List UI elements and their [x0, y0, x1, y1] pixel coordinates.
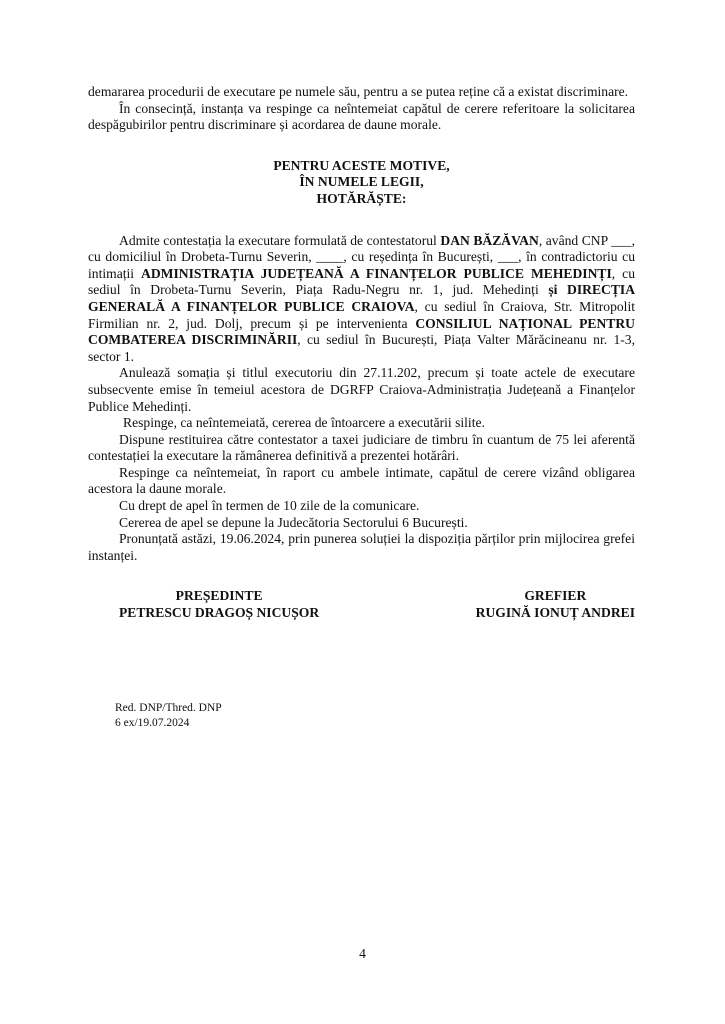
president-name: PETRESCU DRAGOȘ NICUȘOR: [119, 605, 320, 621]
intimat-admin: ADMINISTRAȚIA JUDEȚEANĂ A FINANȚELOR PUBLICE MEHEDINȚI: [141, 265, 612, 281]
signature-block: [88, 588, 635, 621]
heading-line-2: ÎN NUMELE LEGII,: [299, 174, 424, 190]
paragraph-depune: Cererea de apel se depune la Judecătoria Sectorului 6 București.: [119, 514, 468, 530]
contestator-name: DAN BĂZĂVAN: [440, 232, 539, 248]
footer-note: [115, 701, 635, 731]
paragraph-respinge-intoarcere: Respinge, ca neîntemeiată, cererea de întoarcere a executării silite.: [123, 415, 485, 431]
clerk-title: GREFIER: [524, 588, 587, 604]
heading-line-1: PENTRU ACESTE MOTIVE,: [273, 157, 450, 173]
footer-note-line-2: 6 ex/19.07.2024: [115, 716, 190, 729]
paragraph-apel: Cu drept de apel în termen de 10 zile de la comunicare.: [119, 498, 420, 514]
admite-text-a: Admite contestația la executare formulată de contestatorul: [119, 232, 441, 248]
paragraph-admite: [88, 233, 635, 366]
paragraph-anuleaza: Anulează somația și titlul executoriu din 27.11.202, precum și toate actele de executare subsecvente emise în temeiul acestora de DGRFP Craiova-Administrația Județeană a Finanțelor Publice Mehedinți.: [88, 365, 635, 414]
president-signature: [119, 588, 319, 621]
admite-text-e: , cu sediul în București, Piața Valter Mărăcineanu nr. 1-3, sector 1.: [88, 332, 635, 364]
intimat-dgfp: și DIRECȚIA GENERALĂ A FINANȚELOR PUBLICE CRAIOVA: [88, 282, 636, 314]
paragraph-pronuntata: Pronunțată astăzi, 19.06.2024, prin punerea soluției la dispoziția părților prin mijlocirea grefei instanței.: [88, 531, 635, 563]
page-number: 4: [359, 946, 366, 961]
intervenient-cncd: CONSILIUL NAȚIONAL PENTRU COMBATEREA DISCRIMINĂRII: [88, 315, 635, 348]
paragraph-consequence: În consecință, instanța va respinge ca neîntemeiat capătul de cerere referitoare la solicitarea despăgubirilor pentru discriminare și acordarea de daune morale.: [88, 100, 635, 133]
president-title: PREȘEDINTE: [175, 588, 263, 604]
admite-text-b: , având CNP ___, cu domiciliul în Drobeta-Turnu Severin, ____, cu reședința în București, ___, în contradictoriu cu intimații: [88, 232, 636, 281]
paragraph-dispune: Dispune restituirea către contestator a taxei judiciare de timbru în cuantum de 75 lei aferentă contestației la executare la rămânerea definitivă a prezentei hotărâri.: [88, 431, 635, 464]
paragraph-respinge-daune: Respinge ca neîntemeiat, în raport cu ambele intimate, capătul de cerere vizând obligarea acestora la daune morale.: [88, 464, 635, 497]
clerk-name: RUGINĂ IONUȚ ANDREI: [475, 605, 635, 621]
ruling-heading: [88, 158, 635, 208]
clerk-signature: [476, 588, 635, 621]
admite-text-d: , cu sediul în Craiova, Str. Mitropolit Firmilian nr. 2, jud. Dolj, precum și pe intervenienta: [88, 298, 635, 331]
admite-text-c: , cu sediul în Drobeta-Turnu Severin, Piața Radu-Negru nr. 1, jud. Mehedinți: [88, 265, 635, 298]
heading-line-3: HOTĂRĂȘTE:: [316, 190, 407, 206]
paragraph-continuation: demararea procedurii de executare pe numele său, pentru a se putea reține că a existat discriminare.: [88, 84, 629, 99]
footer-note-line-1: Red. DNP/Thred. DNP: [115, 701, 222, 714]
